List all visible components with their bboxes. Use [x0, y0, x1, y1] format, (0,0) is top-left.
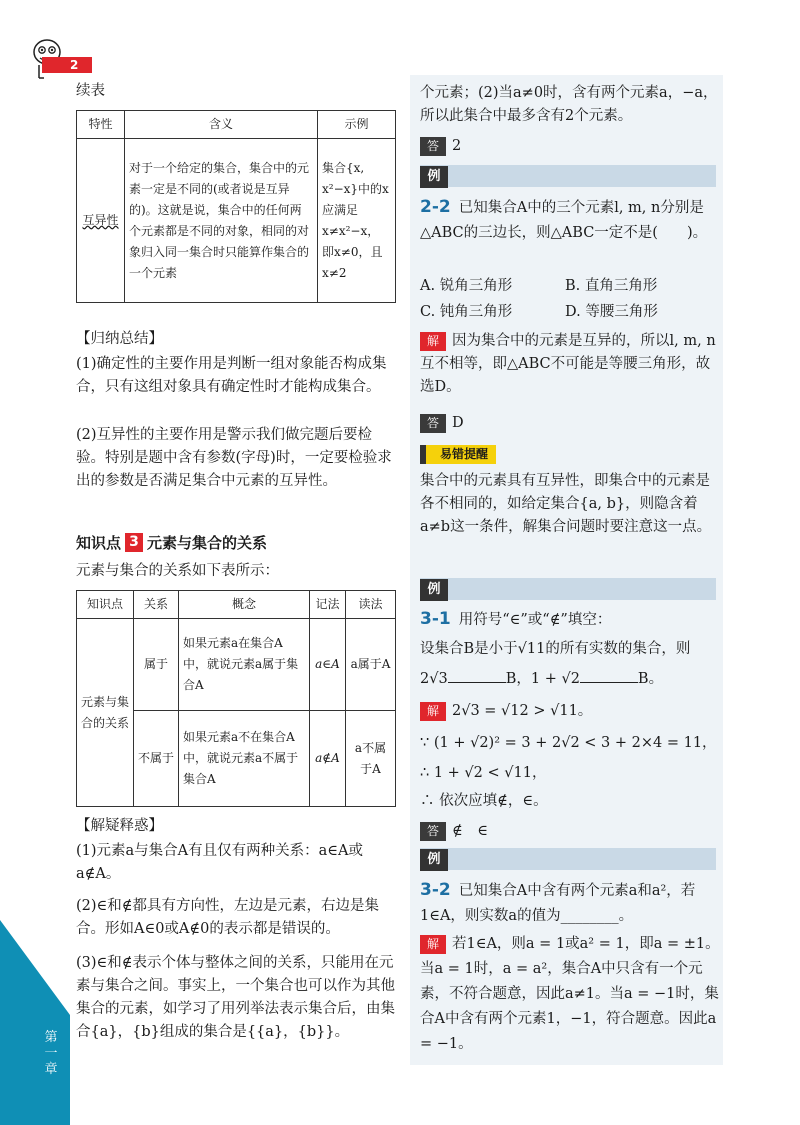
- notation-cell: a∉A: [310, 711, 346, 807]
- doubts-p3: (3)∈和∉表示个体与整体之间的关系，只能用在元素与集合之间。事实上，一个集合也可以作为其他集合的元素，如学习了用列举法表示集合后，由集合{a}，{b}组成的集合是{{a}，{b}}。: [76, 955, 395, 1040]
- kp-intro: 元素与集合的关系如下表所示：: [76, 563, 279, 579]
- row-label: 元素与集合的关系: [77, 619, 134, 807]
- example-tag: 例: [420, 849, 448, 871]
- relation-cell: 属于: [134, 619, 179, 711]
- reading-cell: a不属于A: [346, 711, 396, 807]
- set-b: B: [505, 671, 517, 687]
- table-header: 概念: [179, 591, 310, 619]
- solution-tag: 解: [420, 935, 446, 954]
- solution-line: 2√3 = √12 > √11。: [452, 703, 593, 719]
- example-bar: [420, 165, 716, 187]
- solution-2-2: [420, 330, 720, 399]
- example-cell: 集合{x, x²−x}中的x应满足x≠x²−x，即x≠0，且x≠2: [318, 139, 396, 303]
- solution-3-1: [420, 700, 720, 723]
- table-header: 示例: [318, 111, 396, 139]
- warning-heading: [420, 443, 720, 464]
- concept-cell: 如果元素a不在集合A中，就说元素a不属于集合A: [179, 711, 310, 807]
- kp-title: 元素与集合的关系: [147, 534, 268, 552]
- example-number: 2-2: [420, 197, 451, 217]
- example-text: 已知集合A中的三个元素l, m, n分别是△ABC的三边长，则△ABC一定不是( )。: [420, 200, 708, 241]
- table-header: 特性: [77, 111, 125, 139]
- solution-text: 若1∈A，则a = 1或a² = 1，即a = ±1。当a = 1时，a = a²，集合A中只含有一个元素，不符合题意，因此a≠1。当a = −1时，集合A中含有两个元素1，−1，符合题意。因此a = −1。: [420, 936, 720, 1052]
- fill-blank-1[interactable]: [448, 669, 506, 683]
- table-header: 含义: [125, 111, 318, 139]
- solution-line: ∴ 依次应填∉，∈。: [420, 793, 548, 809]
- doubts-p2: (2)∈和∉都具有方向性，左边是元素，右边是集合。形如A∈0或A∉0的表示都是错误的。: [76, 898, 380, 937]
- option-b: B. 直角三角形: [565, 278, 658, 294]
- example-3-1: [420, 608, 720, 632]
- meaning-cell: 对于一个给定的集合，集合中的元素一定是不同的(或者说是互异的)。这就是说，集合中的任何两个元素都是不同的对象，相同的对象归入同一集合时只能算作集合的一个元素: [125, 139, 318, 303]
- options: [420, 273, 720, 325]
- example-tag: 例: [420, 166, 448, 188]
- option-c: C. 钝角三角形: [420, 304, 513, 320]
- table-header: 记法: [310, 591, 346, 619]
- side-color-band: [0, 920, 70, 1125]
- example-2-2: [420, 195, 720, 246]
- table-header: 知识点: [77, 591, 134, 619]
- example-bar: [420, 578, 716, 600]
- kp-number: 3: [125, 533, 143, 552]
- option-a: A. 锐角三角形: [420, 278, 513, 294]
- doubts-title: 【解疑释惑】: [76, 818, 163, 834]
- relation-table: [76, 590, 396, 807]
- fill-blank-2[interactable]: [580, 669, 638, 683]
- continued-solution: 个元素；(2)当a≠0时，含有两个元素a，−a，所以此集合中最多含有2个元素。: [420, 85, 718, 124]
- row-label: 互异性: [82, 213, 119, 227]
- summary-p2: (2)互异性的主要作用是警示我们做完题后要检验。特别是题中含有参数(字母)时，一定要检验求出的参数是否满足集合中元素的互异性。: [76, 427, 392, 489]
- example-3-1-line2: 设集合B是小于√11的所有实数的集合，则: [420, 641, 691, 657]
- notation-cell: a∈A: [310, 619, 346, 711]
- example-number: 3-1: [420, 609, 451, 629]
- blank-2-expr: 1 + √2: [530, 671, 580, 687]
- warning-text: 集合中的元素具有互异性，即集合中的元素是各不相同的，如给定集合{a, b}，则隐含着a≠b这一条件，解集合问题时要注意这一点。: [420, 473, 712, 535]
- table-header: 关系: [134, 591, 179, 619]
- table-header: 读法: [346, 591, 396, 619]
- answer-tag: 答: [420, 137, 446, 156]
- warning-tag: 易错提醒: [420, 445, 496, 464]
- concept-cell: 如果元素a在集合A中，就说元素a属于集合A: [179, 619, 310, 711]
- solution-line: ∴ 1 + √2 < √11，: [420, 765, 547, 781]
- kp-prefix: 知识点: [76, 534, 122, 552]
- example-text: 用符号“∈”或“∉”填空：: [458, 612, 612, 628]
- answer-value: 2: [452, 138, 462, 154]
- reading-cell: a属于A: [346, 619, 396, 711]
- summary-p1: (1)确定性的主要作用是判断一组对象能否构成集合，只有这组对象具有确定性时才能构成集合。: [76, 356, 387, 395]
- example-text: 已知集合A中含有两个元素a和a²，若1∈A，则实数a的值为________。: [420, 883, 696, 924]
- example-tag: 例: [420, 579, 448, 601]
- solution-tag: 解: [420, 702, 446, 721]
- answer-tag: 答: [420, 822, 446, 841]
- continued-label: 续表: [76, 83, 105, 99]
- chapter-label: 第一章: [44, 1030, 58, 1077]
- solution-tag: 解: [420, 332, 446, 351]
- example-3-2: [420, 878, 720, 929]
- option-d: D. 等腰三角形: [565, 304, 658, 320]
- solution-3-2: [420, 932, 720, 1057]
- answer-value: D: [452, 415, 464, 431]
- example-number: 3-2: [420, 880, 451, 900]
- doubts-p1: (1)元素a与集合A有且仅有两种关系：a∈A或a∉A。: [76, 843, 364, 882]
- answer-line: [420, 412, 720, 435]
- knowledge-point-3-heading: [76, 532, 396, 553]
- set-b: B。: [637, 671, 664, 687]
- solution-text: 因为集合中的元素是互异的，所以l, m, n互不相等，即△ABC不可能是等腰三角形，故选D。: [420, 333, 716, 395]
- answer-line: [420, 820, 720, 843]
- page-number: 2: [42, 57, 92, 73]
- solution-line: ∵ (1 + √2)² = 3 + 2√2 < 3 + 2×4 = 11，: [420, 735, 717, 751]
- example-bar: [420, 848, 716, 870]
- relation-cell: 不属于: [134, 711, 179, 807]
- answer-line: [420, 135, 720, 158]
- answer-tag: 答: [420, 414, 446, 433]
- example-3-1-blanks: 2√3 B，1 + √2 B。: [420, 671, 664, 687]
- summary-title: 【归纳总结】: [76, 331, 163, 347]
- answer-value: ∉ ∈: [452, 823, 488, 839]
- property-table: [76, 110, 396, 303]
- blank-1-expr: 2√3: [420, 671, 448, 687]
